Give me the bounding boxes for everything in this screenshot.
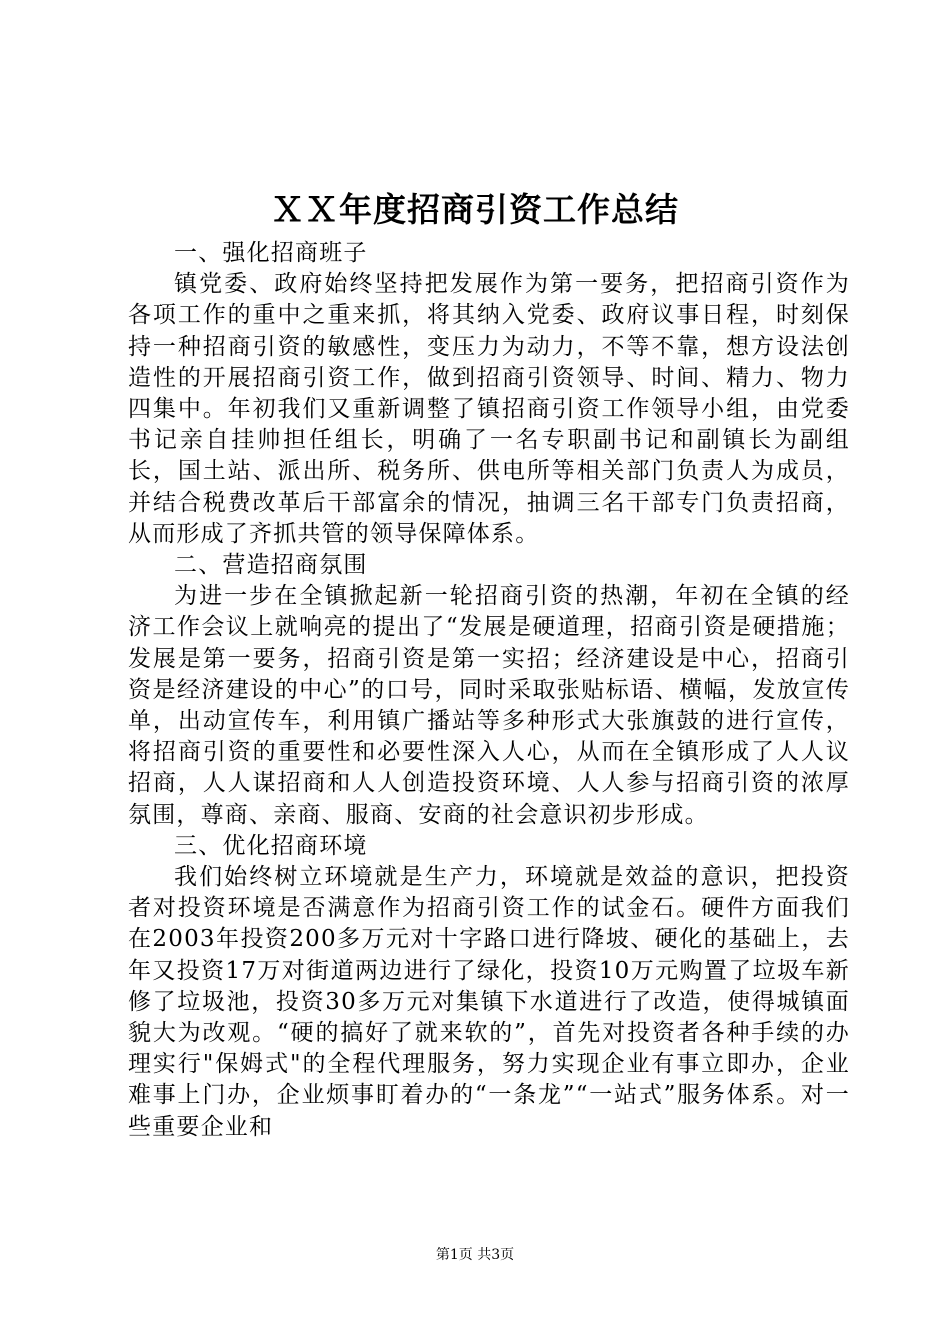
section-heading: 一、强化招商班子 — [174, 240, 368, 266]
page-number-footer: 第1页 共3页 — [435, 1247, 515, 1263]
document-title: ＸＸ年度招商引资工作总结 — [271, 190, 679, 229]
section-paragraph: 为进一步在全镇掀起新一轮招商引资的热潮，年初在全镇的经济工作会议上就响亮的提出了“发展是硬道理，招商引资是硬措施；发展是第一要务，招商引资是第一实招；经济建设是中心，招商引资是经济建设的中心”的口号，同时采取张贴标语、横幅，发放宣传单，出动宣传车，利用镇广播站等多种形式大张旗鼓的进行宣传，将招商引资的重要性和必要性深入人心，从而在全镇形成了人人议招商，人人谋招商和人人创造投资环境、人人参与招商引资的浓厚氛围，尊商、亲商、服商、安商的社会意识初步形成。 — [128, 583, 850, 828]
section-paragraph: 镇党委、政府始终坚持把发展作为第一要务，把招商引资作为各项工作的重中之重来抓，将其纳入党委、政府议事日程，时刻保持一种招商引资的敏感性，变压力为动力，不等不靠，想方设法创造性的开展招商引资工作，做到招商引资领导、时间、精力、物力四集中。年初我们又重新调整了镇招商引资工作领导小组，由党委书记亲自挂帅担任组长，明确了一名专职副书记和副镇长为副组长，国土站、派出所、税务所、供电所等相关部门负责人为成员，并结合税费改革后干部富余的情况，抽调三名干部专门负责招商，从而形成了齐抓共管的领导保障体系。 — [128, 271, 850, 547]
document-body — [128, 238, 850, 1143]
section-paragraph: 我们始终树立环境就是生产力，环境就是效益的意识，把投资者对投资环境是否满意作为招商引资工作的试金石。硬件方面我们在2003年投资200多万元对十字路口进行降坡、硬化的基础上，去年又投资17万对街道两边进行了绿化，投资10万元购置了垃圾车新修了垃圾池，投资30多万元对集镇下水道进行了改造，使得城镇面貌大为改观。“硬的搞好了就来软的”，首先对投资者各种手续的办理实行"保姆式"的全程代理服务，努力实现企业有事立即办，企业难事上门办，企业烦事盯着办的“一条龙”“一站式”服务体系。对一些重要企业和 — [128, 864, 850, 1140]
section-heading: 二、营造招商氛围 — [174, 552, 368, 579]
section-heading: 三、优化招商环境 — [174, 832, 368, 859]
